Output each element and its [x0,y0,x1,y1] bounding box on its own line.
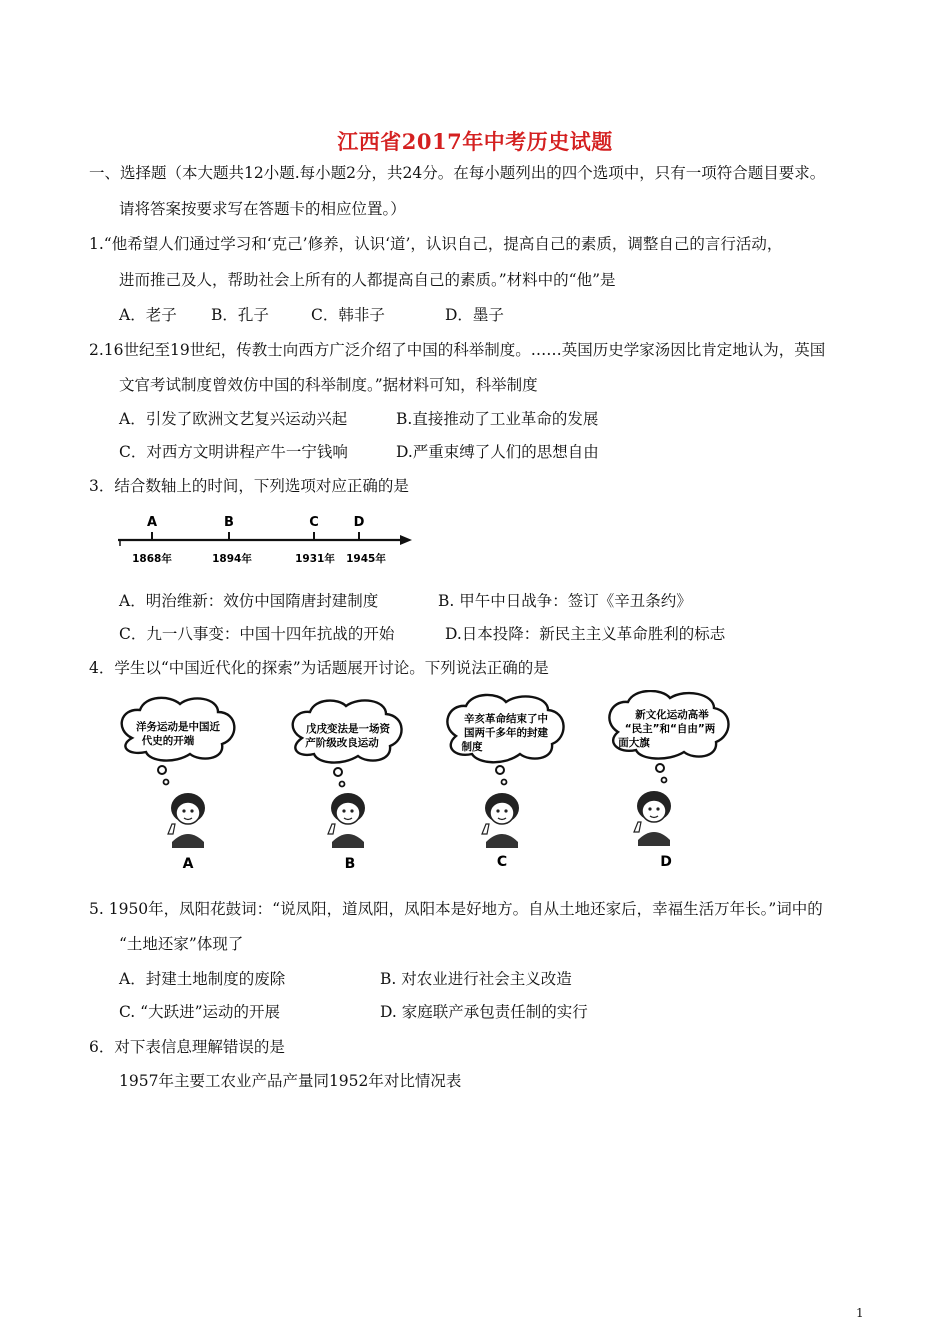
timeline-letter-b: B [224,515,234,530]
bubble-a-line1: 洋务运动是中国近 [136,721,220,733]
bubble-d-line1: 新文化运动高举 [635,709,709,721]
q1-option-c: C．韩非子 [311,306,385,324]
bubble-d-line2: “民主”和“自由”两 [624,723,716,735]
cartoon-label-d: D [660,854,672,870]
q5-stem-line2: “土地还家”体现了 [119,935,244,953]
q4-stem: 4．学生以“中国近代化的探索”为话题展开讨论。下列说法正确的是 [89,659,549,677]
timeline-year-1945: 1945年 [346,553,386,565]
bubble-b-line1: 戊戌变法是一场资 [306,723,390,735]
q3-option-a: A．明治维新：效仿中国隋唐封建制度 [119,592,379,610]
bubble-b-line2: 产阶级改良运动 [305,737,379,749]
student-d-figure [634,791,671,846]
q1-option-d: D．墨子 [445,306,504,324]
q6-stem: 6．对下表信息理解错误的是 [89,1038,285,1056]
timeline-letter-c: C [309,515,319,530]
q5-option-d: D. 家庭联产承包责任制的实行 [380,1003,588,1021]
q2-stem-line1: 2.16世纪至19世纪，传教士向西方广泛介绍了中国的科举制度。……英国历史学家汤因比肯定地认为，英国 [89,341,826,359]
student-b-figure [328,793,365,848]
q2-option-a: A．引发了欧洲文艺复兴运动兴起 [119,410,348,428]
page-title: 江西省2017年中考历史试题 [337,129,613,154]
cartoon-panel-b [293,700,402,872]
q3-timeline-figure [110,506,430,576]
timeline-year-1868: 1868年 [132,553,172,565]
student-c-figure [482,793,519,848]
q2-option-c: C．对西方文明讲程产牛一宁钱响 [119,443,348,461]
student-a-figure [168,793,205,848]
bubble-c-line3: 制度 [461,741,483,753]
timeline-letter-d: D [353,515,365,530]
bubble-c-line2: 国两千多年的封建 [464,727,548,739]
q5-option-c: C. “大跃进”运动的开展 [119,1003,281,1021]
cartoon-label-b: B [344,856,356,872]
q5-option-b: B. 对农业进行社会主义改造 [380,970,572,988]
q1-option-a: A．老子 [119,306,177,324]
bubble-a-line2: 代史的开端 [141,735,195,747]
cartoon-label-c: C [496,854,508,870]
q1-option-b: B．孔子 [211,306,269,324]
q1-stem-line2: 进而推己及人，帮助社会上所有的人都提高自己的素质。”材料中的“他”是 [119,271,616,289]
q3-stem: 3．结合数轴上的时间，下列选项对应正确的是 [89,477,409,495]
q3-option-d: D.日本投降：新民主主义革命胜利的标志 [445,625,726,643]
q6-table-caption: 1957年主要工农业产品产量同1952年对比情况表 [119,1072,462,1090]
cartoon-panel-a [122,698,235,872]
bubble-d-line3: 面大旗 [618,737,650,749]
page-number: 1 [856,1306,864,1320]
q3-option-b: B. 甲午中日战争：签订《辛丑条约》 [438,592,692,610]
timeline-year-1931: 1931年 [295,553,335,565]
q2-option-d: D.严重束缚了人们的思想自由 [396,443,599,461]
q4-cartoon-figure [110,690,740,880]
cartoon-panel-c [447,695,563,870]
timeline-letter-a: A [146,515,158,530]
bubble-c-line1: 辛亥革命结束了中 [464,713,548,725]
cartoon-label-a: A [182,856,194,872]
q2-stem-line2: 文官考试制度曾效仿中国的科举制度。”据材料可知，科举制度 [119,376,538,394]
section-instruction-line1: 一、选择题（本大题共12小题.每小题2分，共24分。在每小题列出的四个选项中，只有一项符合题目要求。 [89,164,826,182]
q5-stem-line1: 5. 1950年，凤阳花鼓词：“说凤阳，道凤阳，凤阳本是好地方。自从土地还家后，幸福生活万年长。”词中的 [89,900,823,918]
section-instruction-line2: 请将答案按要求写在答题卡的相应位置。） [119,200,406,218]
q1-stem-line1: 1.“他希望人们通过学习和‘克己’修养，认识‘道’，认识自己，提高自己的素质，调整自己的言行活动， [89,235,783,253]
timeline-year-1894: 1894年 [212,553,252,565]
cartoon-panel-d [609,691,728,870]
q2-option-b: B.直接推动了工业革命的发展 [396,410,599,428]
q3-option-c: C．九一八事变：中国十四年抗战的开始 [119,625,395,643]
q5-option-a: A．封建土地制度的废除 [119,970,286,988]
